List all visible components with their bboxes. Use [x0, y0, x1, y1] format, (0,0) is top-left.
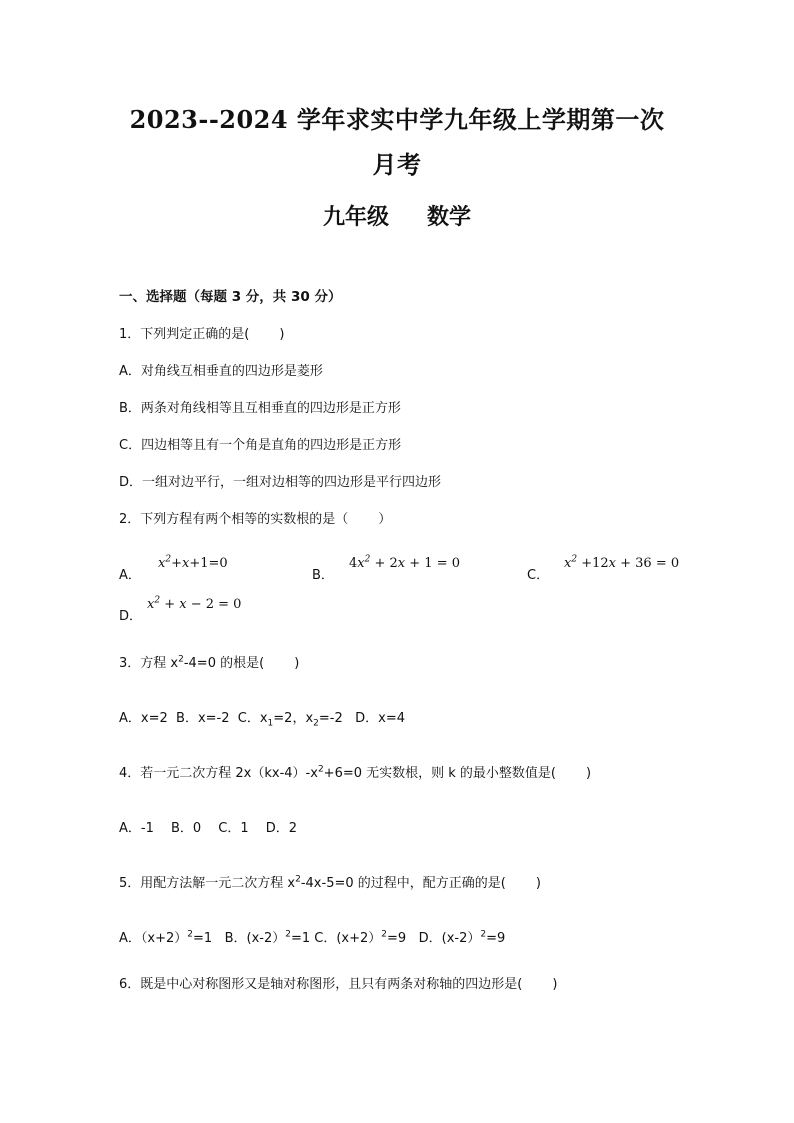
exam-title-line1: 2023--2024 学年求实中学九年级上学期第一次 — [129, 105, 665, 134]
question-5-stem: 5．用配方法解一元二次方程 $x^2-4x-5=0$ 的过程中，配方正确的是( ) — [119, 874, 541, 891]
question-4-stem: 4．若一元二次方程 $2x(kx-4)-x^2+6=0$ 无实数根，则 k 的最小整数值是( ) — [119, 764, 592, 781]
question-2-option-c-label: C． — [527, 568, 550, 583]
subject-label: 数学 — [427, 204, 472, 230]
question-2-option-d-label: D． — [119, 609, 143, 624]
question-2-option-b-label: B． — [312, 568, 334, 583]
question-2-option-c-equation: $x^2 +12x + 36 = 0$ — [564, 554, 680, 571]
grade-label: 九年级 — [322, 204, 389, 230]
question-2-option-d-equation: $x^2 + x - 2 = 0$ — [147, 595, 242, 612]
question-2-option-b-equation: $4x^2 + 2x + 1 = 0$ — [349, 554, 460, 571]
question-1-option-d: D．一组对边平行，一组对边相等的四边形是平行四边形 — [119, 475, 442, 490]
section-heading: 一、选择题（每题 3 分，共 30 分） — [119, 289, 342, 305]
question-1-stem: 1．下列判定正确的是( ) — [119, 327, 285, 342]
question-2-option-a-equation: $x^2+x+1=0$ — [158, 554, 228, 571]
exam-subtitle — [0, 200, 794, 231]
question-5-options: A．$(x+2)^2=1$ B．(x-2）$^2$=1 C．(x+2）$^2$=9 D．(x-2）$^2$=9 — [119, 929, 506, 946]
question-2-stem: 2．下列方程有两个相等的实数根的是（ ） — [119, 512, 392, 527]
question-1-option-a: A．对角线互相垂直的四边形是菱形 — [119, 364, 323, 379]
question-1-option-c: C．四边相等且有一个角是直角的四边形是正方形 — [119, 438, 402, 453]
question-1-option-b: B．两条对角线相等且互相垂直的四边形是正方形 — [119, 401, 401, 416]
question-2-option-a-label: A． — [119, 568, 141, 583]
question-4-options: A．-1 B．0 C．1 D．2 — [119, 821, 298, 836]
question-6-stem: 6．既是中心对称图形又是轴对称图形，且只有两条对称轴的四边形是( ) — [119, 977, 558, 992]
exam-title-line2: 月考 — [372, 150, 422, 179]
question-3-options: A．x=2 B．x=-2 C．$x_1=2$，$x_2=-2$ D．x=4 — [119, 711, 406, 729]
question-3-stem: 3．方程 $x^2-4=0$ 的根是( ) — [119, 654, 300, 671]
